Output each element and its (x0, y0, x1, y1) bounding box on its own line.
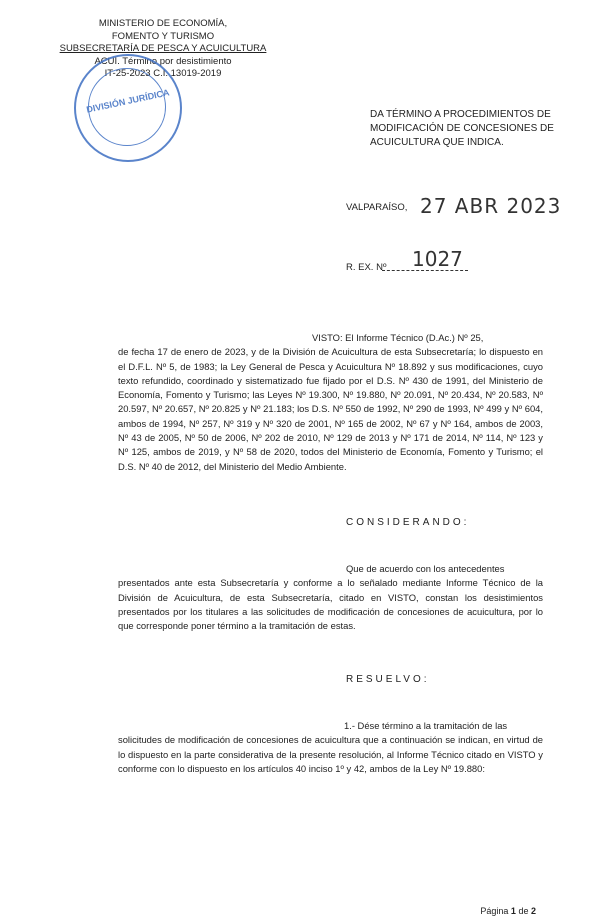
resolution-number: 1027 (412, 247, 463, 271)
title-line-2: MODIFICACIÓN DE CONCESIONES DE (370, 123, 554, 134)
footer-prefix: Página (480, 906, 509, 916)
resuelvo-body: solicitudes de modificación de concesiones de acuicultura que a continuación se indican, en virtud de lo dispuesto en la parte considerativa de la presente resolución, al Informe Técnico citado en VISTO y conforme con lo dispuesto en los artículos 40 inciso 1º y 42, ambos de la Ley Nº 19.880: (118, 734, 543, 774)
letterhead-file-code: IT-25-2023 C.I. 13019-2019 (104, 68, 222, 80)
document-title (370, 108, 570, 150)
letterhead-reference: ACUI. Término por desistimiento (94, 55, 232, 67)
considerando-first-line: Que de acuerdo con los antecedentes (346, 563, 505, 574)
title-line-1: DA TÉRMINO A PROCEDIMIENTOS DE (370, 109, 551, 120)
resolution-label: R. EX. Nº (346, 262, 387, 273)
letterhead-subsecretaria: SUBSECRETARÍA DE PESCA Y ACUICULTURA (59, 43, 267, 55)
resuelvo-heading: RESUELVO: (346, 674, 430, 685)
footer-of: de (518, 906, 529, 916)
visto-body: de fecha 17 de enero de 2023, y de la División de Acuicultura de esta Subsecretaría; lo dispuesto en el D.F.L. Nº 5, de 1983; la Ley General de Pesca y Acuicultura Nº 18.892 y sus modificaciones, cuyo texto refundido, coordinado y sistematizado fue fijado por el D.S. Nº 430 de 1991, del Ministerio de Economía, Fomento y Turismo; las Leyes Nº 19.300, Nº 19.880, Nº 20.091, Nº 20.434, Nº 20.583, Nº 20.597, Nº 20.657, Nº 20.825 y Nº 21.183; los D.S. Nº 550 de 1992, Nº 290 de 1993, Nº 499 y Nº 604, ambos de 1994, Nº 257, Nº 319 y Nº 320 de 2001, Nº 165 de 2002, Nº 67 y Nº 164, ambos de 2003, Nº 43 de 2005, Nº 50 de 2006, Nº 202 de 2010, Nº 129 de 2013 y Nº 171 de 2014, Nº 114, Nº 123 y Nº 125, ambos de 2019, y Nº 58 de 2020, todos del Ministerio de Economía, Fomento y Turismo; el D.S. Nº 40 de 2012, del Ministerio del Medio Ambiente. (118, 346, 543, 472)
footer-current-page: 1 (510, 906, 516, 916)
division-juridica-stamp (74, 54, 182, 162)
visto-first-line: VISTO: El Informe Técnico (D.Ac.) Nº 25, (312, 332, 484, 343)
letterhead-ministry-2: FOMENTO Y TURISMO (111, 30, 215, 42)
considerando-body: presentados ante esta Subsecretaría y conforme a lo señalado mediante Informe Técnico de la División de Acuicultura, de esta Subsecretaría, citado en VISTO, constan los desistimientos presentados por los titulares a las solicitudes de modificación de concesiones de acuicultura, por lo que corresponde poner término a la tramitación de estas. (118, 577, 543, 632)
resuelvo-paragraph (118, 719, 543, 776)
visto-paragraph (118, 331, 543, 474)
footer-total-pages: 2 (530, 906, 536, 916)
stamp-label: DIVISIÓN JURÍDICA (85, 87, 171, 115)
page-footer (480, 906, 536, 916)
date-stamp: 27 ABR 2023 (420, 194, 562, 218)
title-line-3: ACUICULTURA QUE INDICA. (370, 137, 504, 148)
letterhead-ministry: MINISTERIO DE ECONOMÍA, (98, 18, 228, 29)
considerando-heading: CONSIDERANDO: (346, 517, 470, 528)
place-label: VALPARAÍSO, (346, 202, 408, 213)
considerando-paragraph (118, 562, 543, 633)
resuelvo-first-line: 1.- Dése término a la tramitación de las (344, 720, 508, 731)
